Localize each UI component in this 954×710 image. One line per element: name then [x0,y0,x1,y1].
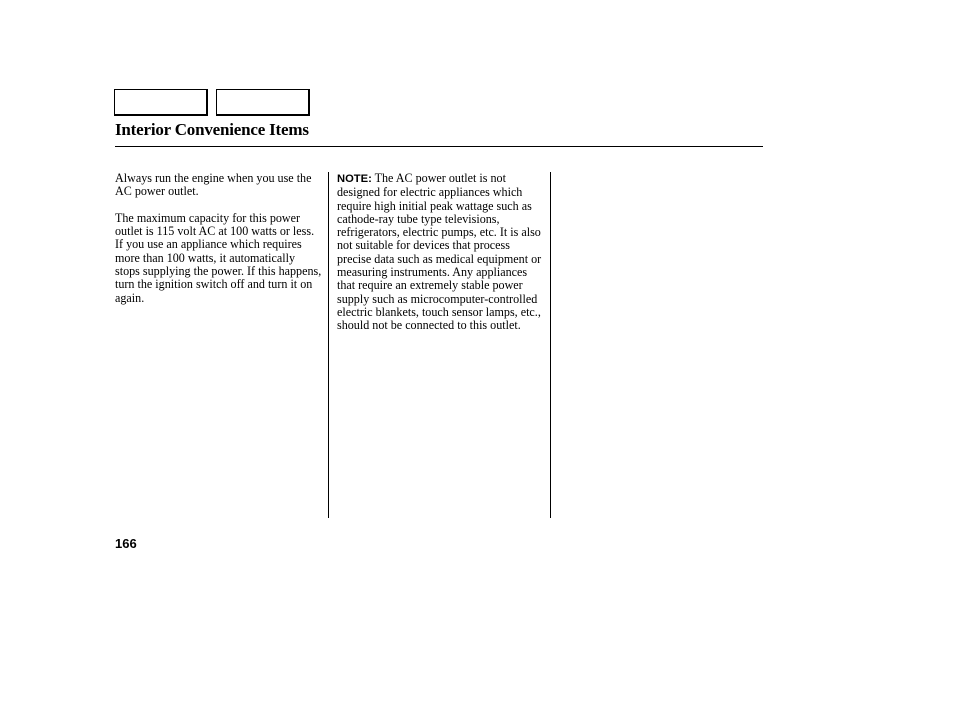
note-label: NOTE: [337,173,372,185]
note-paragraph [337,172,547,333]
column-divider [550,172,551,518]
section-title: Interior Convenience Items [115,120,309,139]
nav-box-next[interactable] [216,89,310,116]
paragraph-max-capacity: The maximum capacity for this power outlet is 115 volt AC at 100 watts or less. If you use an appliance which requires more than 100 watts, it automatically stops supplying the power. If this happens, turn the ignition switch off and turn it on again. [115,210,322,305]
left-column [115,172,322,318]
page-number: 166 [115,536,137,551]
column-divider [328,172,329,518]
note-text: The AC power outlet is not designed for electric appliances which require high initial peak wattage such as cathode-ray tube type televisions, refrigerators, electric pumps, etc. It is also not suitable for devices that process precise data such as medical equipment or measuring instruments. Any appliances that require an extremely stable power supply such as microcomputer-controlled electric blankets, touch sensor lamps, etc., should not be connected to this outlet. [337,171,542,333]
paragraph-engine-running: Always run the engine when you use the AC power outlet. [115,171,312,199]
title-rule [115,146,763,147]
middle-column [337,172,547,346]
nav-box-previous[interactable] [114,89,208,116]
